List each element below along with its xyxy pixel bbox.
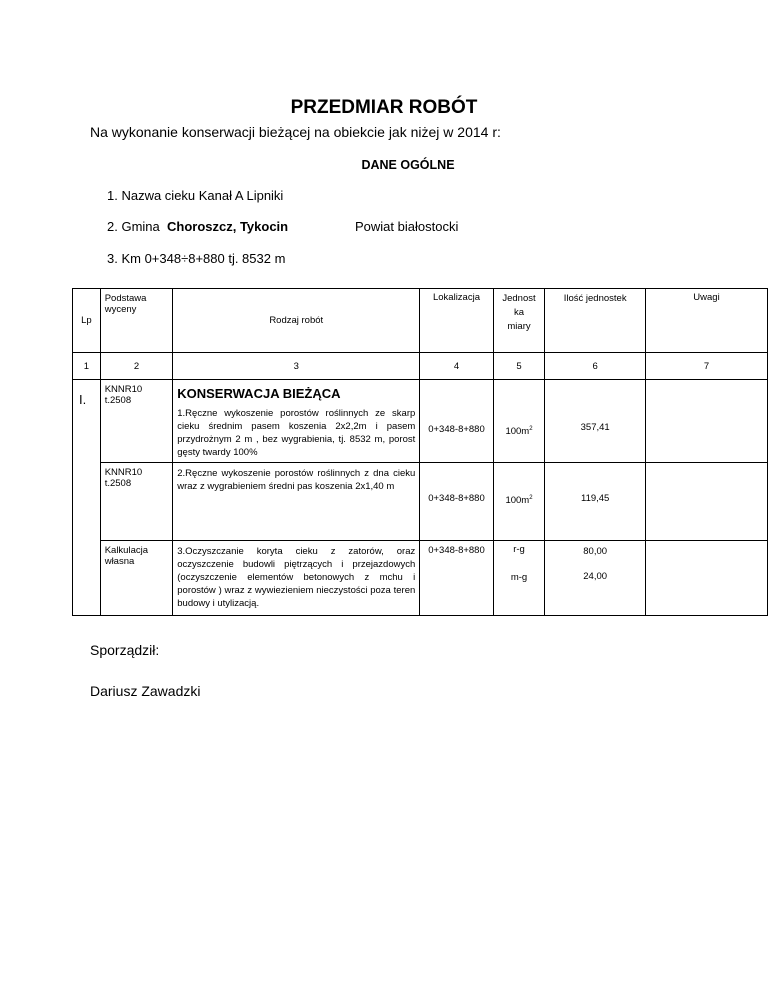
table-row (73, 541, 768, 616)
row-description-cell (173, 541, 420, 616)
col-number: 3 (173, 353, 420, 380)
column-number-row (73, 353, 768, 380)
prepared-by-label: Sporządził: (90, 642, 160, 658)
row-quantity: 357,41 (545, 380, 646, 463)
row-unit-sup: 2 (529, 495, 533, 501)
row-unit (493, 463, 545, 541)
info-municipality-value: Choroszcz, Tykocin (166, 219, 289, 234)
intro-text: Na wykonanie konserwacji bieżącej na obiekcie jak niżej w 2014 r: (90, 124, 501, 140)
row-roman-cell (73, 380, 101, 616)
author-name: Dariusz Zawadzki (90, 683, 201, 699)
row-unit-sup: 2 (529, 426, 533, 432)
header-lp: Lp (73, 289, 101, 353)
header-quantity: Ilość jednostek (545, 289, 646, 353)
row-description: 2.Ręczne wykoszenie porostów roślinnych z dna cieku wraz z wygrabieniem średni pas koszenia 2x1,40 m (177, 468, 416, 492)
section-heading: DANE OGÓLNE (361, 158, 455, 172)
header-unit-line-1: Jednost (502, 293, 536, 304)
row-quantity: 119,45 (545, 463, 646, 541)
table-row (73, 380, 768, 463)
col-number: 1 (73, 353, 101, 380)
header-work-type: Rodzaj robót (173, 289, 420, 353)
info-km-range: 3. Km 0+348÷8+880 tj. 8532 m (107, 251, 286, 266)
header-notes: Uwagi (646, 289, 768, 353)
row-unit (493, 541, 545, 616)
info-municipality-label: 2. Gmina (107, 219, 160, 234)
row-notes (646, 541, 768, 616)
row-basis: KNNR10 t.2508 (100, 463, 173, 541)
row-basis: KNNR10 t.2508 (100, 380, 173, 463)
row-unit-text: 100m (505, 426, 530, 438)
info-stream-name: 1. Nazwa cieku Kanał A Lipniki (107, 188, 284, 203)
row-notes (646, 463, 768, 541)
table-header-row (73, 289, 768, 353)
col-number: 6 (545, 353, 646, 380)
row-unit-a: r-g (513, 544, 525, 555)
col-number: 4 (420, 353, 493, 380)
info-municipality (107, 219, 288, 234)
table-row (73, 463, 768, 541)
row-quantity-a: 80,00 (583, 546, 608, 557)
header-basis: Podstawa wyceny (100, 289, 173, 353)
row-description: 1.Ręczne wykoszenie porostów roślinnych ze skarp cieku średnim pasem koszenia 2x2,2m i pasem przydrożnym 2 m , bez wygrabienia, tj. 8532 m, porost gęsty twardy 100% (177, 408, 416, 458)
header-unit (493, 289, 545, 353)
row-notes (646, 380, 768, 463)
row-description-cell (173, 380, 420, 463)
page-title: PRZEDMIAR ROBÓT (290, 97, 478, 118)
row-unit-b: m-g (510, 572, 528, 583)
row-unit-text: 100m (505, 495, 530, 507)
row-unit (493, 380, 545, 463)
section-roman-number: I. (79, 392, 87, 407)
row-basis: Kalkulacja własna (100, 541, 173, 616)
col-number: 2 (100, 353, 173, 380)
info-county: Powiat białostocki (355, 219, 459, 234)
row-quantity (545, 541, 646, 616)
row-quantity-b: 24,00 (583, 571, 608, 582)
header-unit-line-3: miary (507, 321, 531, 332)
row-location: 0+348-8+880 (420, 463, 493, 541)
works-table (72, 288, 768, 616)
header-location: Lokalizacja (420, 289, 493, 353)
col-number: 5 (493, 353, 545, 380)
row-location: 0+348-8+880 (420, 541, 493, 616)
col-number: 7 (646, 353, 768, 380)
row-description: 3.Oczyszczanie koryta cieku z zatorów, oraz oczyszczenie budowli piętrzących i przejazdowych (oczyszczenie elementów betonowych z mchu i porostów ) wraz z wywiezieniem nieczystości poza teren budowy i utylizacją. (177, 546, 416, 609)
section-title: KONSERWACJA BIEŻĄCA (177, 386, 341, 401)
row-location: 0+348-8+880 (420, 380, 493, 463)
header-unit-line-2: ka (513, 307, 525, 318)
row-description-cell (173, 463, 420, 541)
